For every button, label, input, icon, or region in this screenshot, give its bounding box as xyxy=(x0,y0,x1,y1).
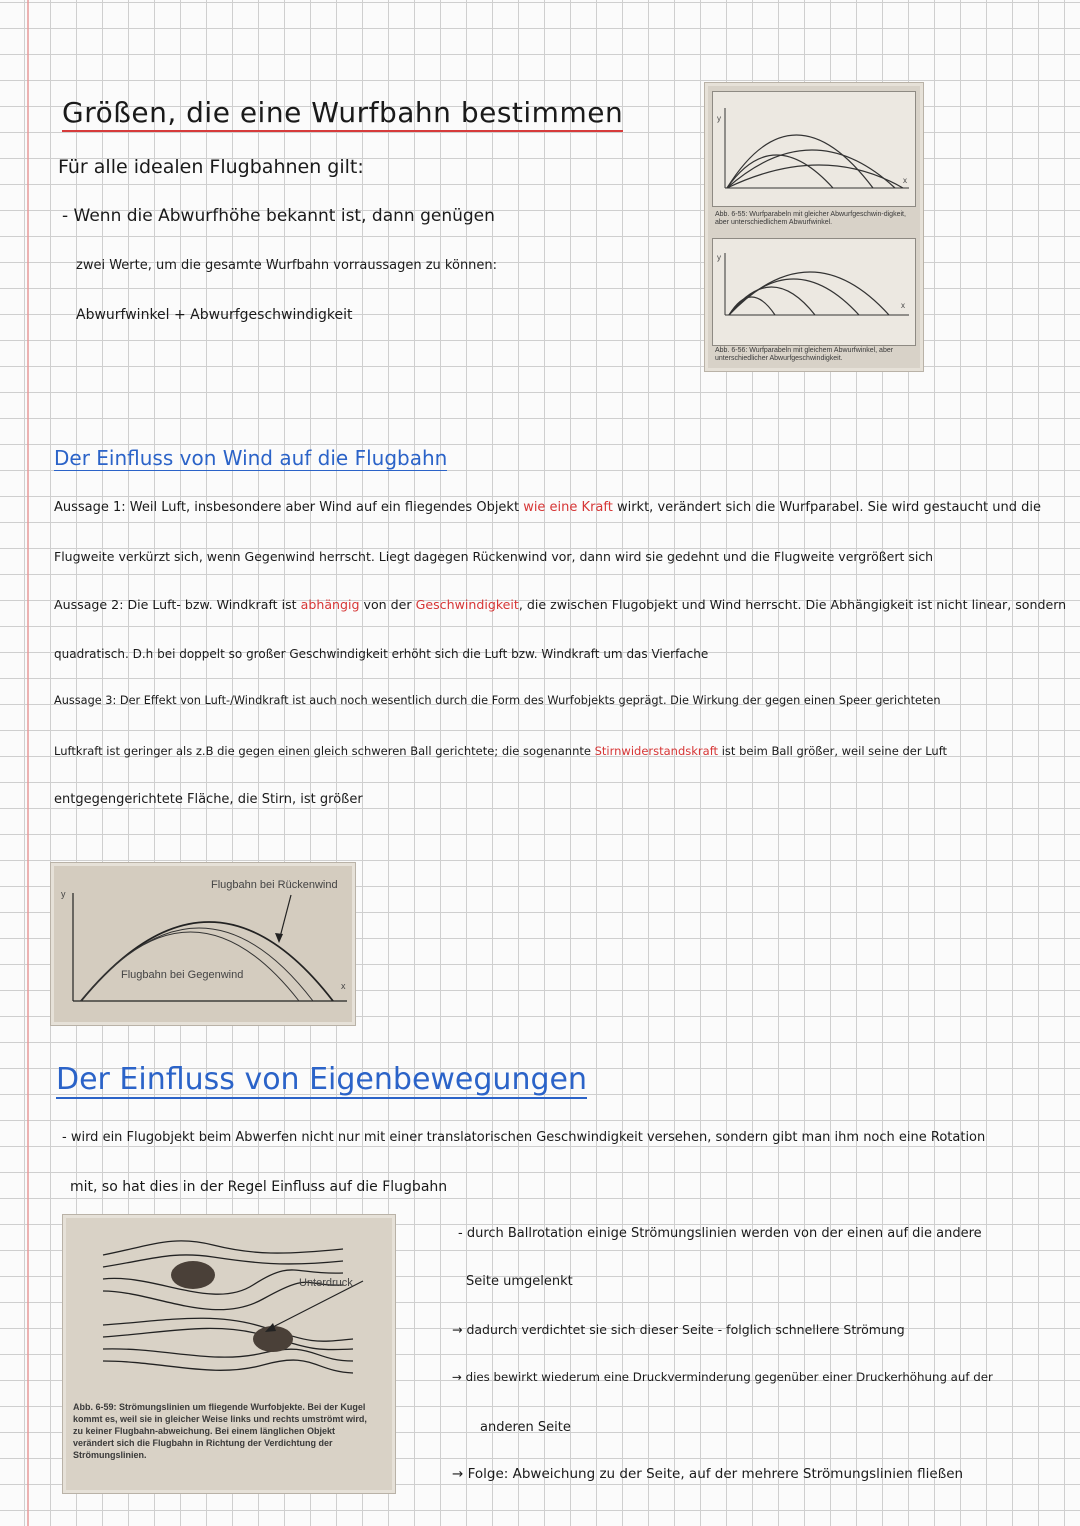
bullet-ballrotation: - durch Ballrotation einige Strömungslinien werden von der einen auf die andere xyxy=(458,1226,982,1241)
label-rueckenwind: Flugbahn bei Rückenwind xyxy=(211,879,338,891)
aussage2-line2: quadratisch. D.h bei doppelt so großer Geschwindigkeit erhöht sich die Luft bzw. Windkraft um das Vierfache xyxy=(54,647,709,661)
aussage2-post: , die zwischen Flugobjekt und Wind herrscht. Die Abhängigkeit ist nicht linear, sondern xyxy=(518,597,1067,612)
aussage3-l2-pre: Luftkraft ist geringer als z.B die gegen einen gleich schweren Ball gerichtete; die sogenannte xyxy=(54,744,595,758)
aussage3-l2-post: ist beim Ball größer, weil seine der Luft xyxy=(718,744,948,758)
aussage1-post: wirkt, verändert sich die Wurfparabel. Sie wird gestaucht und die xyxy=(612,500,1042,515)
caption-abb-6-56: Abb. 6-56: Wurfparabeln mit gleichem Abwurfwinkel, aber unterschiedlicher Abwurfgeschwindigkeit. xyxy=(715,347,894,362)
axis-y-label-b: y xyxy=(717,253,721,262)
plot-speed-variation xyxy=(712,238,916,346)
section1-line3: zwei Werte, um die gesamte Wurfbahn vorraussagen zu können: xyxy=(76,258,498,273)
axis-y-label-c: y xyxy=(61,889,66,899)
aussage2-pre: Aussage 2: Die Luft- bzw. Windkraft ist xyxy=(54,597,301,612)
figure-stroemungslinien xyxy=(62,1214,396,1494)
aussage3-l2-red: Stirnwiderstandskraft xyxy=(594,744,719,758)
label-gegenwind: Flugbahn bei Gegenwind xyxy=(121,969,244,981)
aussage2-mid: von der xyxy=(359,597,416,612)
aussage3-line1: Aussage 3: Der Effekt von Luft-/Windkraft ist auch noch wesentlich durch die Form des Wurfobjekts geprägt. Die Wirkung der gegen einen Speer gerichteten xyxy=(54,694,941,707)
section1-line2: - Wenn die Abwurfhöhe bekannt ist, dann genügen xyxy=(62,206,495,226)
bullet-verdichtung: → dadurch verdichtet sie sich dieser Seite - folglich schnellere Strömung xyxy=(452,1322,905,1337)
aussage1-pre: Aussage 1: Weil Luft, insbesondere aber Wind auf ein fliegendes Objekt xyxy=(54,500,524,515)
bullet-druck-cont: anderen Seite xyxy=(480,1420,571,1435)
aussage2-line1 xyxy=(54,597,1066,612)
section1-line1: Für alle idealen Flugbahnen gilt: xyxy=(58,156,364,178)
aussage1-line2: Flugweite verkürzt sich, wenn Gegenwind herrscht. Liegt dagegen Rückenwind vor, dann wird sie gedehnt und die Flugweite vergrößert sich xyxy=(54,549,934,564)
figure-wind-flugbahn xyxy=(50,862,356,1026)
aussage3-line3: entgegengerichtete Fläche, die Stirn, ist größer xyxy=(54,792,363,807)
section3-title: Der Einfluss von Eigenbewegungen xyxy=(56,1062,587,1097)
section3-line2: mit, so hat dies in der Regel Einfluss auf die Flugbahn xyxy=(70,1179,448,1195)
bullet-ballrotation-cont: Seite umgelenkt xyxy=(466,1274,573,1289)
section3-line1: - wird ein Flugobjekt beim Abwerfen nicht nur mit einer translatorischen Geschwindigkeit versehen, sondern gibt man ihm noch eine Rotation xyxy=(62,1130,986,1145)
axis-y-label: y xyxy=(717,114,721,123)
section2-title: Der Einfluss von Wind auf die Flugbahn xyxy=(54,446,448,470)
bullet-druck: → dies bewirkt wiederum eine Druckverminderung gegenüber einer Druckerhöhung auf der xyxy=(452,1370,993,1384)
plot-angle-variation xyxy=(712,91,916,207)
axis-x-label-b: x xyxy=(901,301,905,310)
axis-x-label: x xyxy=(903,176,907,185)
axis-x-label-c: x xyxy=(341,981,346,991)
aussage1-red: wie eine Kraft xyxy=(523,500,613,515)
aussage2-red2: Geschwindigkeit xyxy=(415,597,519,612)
aussage2-red1: abhängig xyxy=(300,597,360,612)
section1-title: Größen, die eine Wurfbahn bestimmen xyxy=(62,96,623,132)
caption-abb-6-55: Abb. 6-55: Wurfparabeln mit gleicher Abwurfgeschwin-digkeit, aber unterschiedlichem Abwurfwinkel. xyxy=(715,211,906,226)
bullet-folge: → Folge: Abweichung zu der Seite, auf der mehrere Strömungslinien fließen xyxy=(452,1466,964,1482)
caption-abb-6-59: Abb. 6-59: Strömungslinien um fliegende Wurfobjekte. Bei der Kugel kommt es, weil sie in gleicher Weise links und rechts umströmt wird, zu keiner Flugbahn-abweichung. Bei einem länglichen Objekt verändert sich die Flugbahn in Richtung der Verdichtung der Strömungslinien. xyxy=(73,1402,367,1460)
figure-wurfparabeln xyxy=(704,82,924,372)
section1-line4: Abwurfwinkel + Abwurfgeschwindigkeit xyxy=(76,307,353,323)
label-unterdruck: Unterdruck xyxy=(299,1277,353,1289)
aussage3-line2 xyxy=(54,744,947,758)
aussage1-line1 xyxy=(54,500,1041,515)
